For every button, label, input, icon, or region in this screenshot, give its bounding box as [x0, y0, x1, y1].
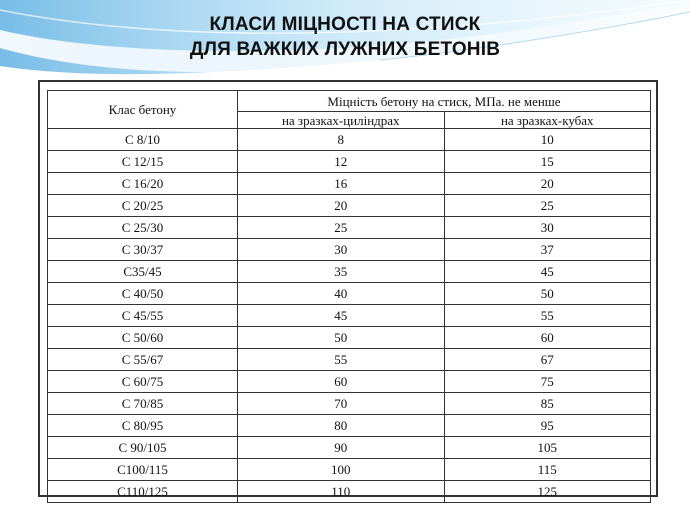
table-row: [48, 459, 651, 481]
cell-cube-strength: 95: [444, 415, 651, 437]
table-row: [48, 393, 651, 415]
table-row: [48, 481, 651, 503]
table-header-row: [48, 91, 651, 112]
cell-cylinder-strength: 60: [238, 371, 445, 393]
cell-cylinder-strength: 35: [238, 261, 445, 283]
table-row: [48, 151, 651, 173]
table-row: [48, 437, 651, 459]
cell-cylinder-strength: 12: [238, 151, 445, 173]
cell-cube-strength: 125: [444, 481, 651, 503]
slide-title: [0, 12, 690, 62]
cell-concrete-class: С 70/85: [48, 393, 238, 415]
cell-concrete-class: С 45/55: [48, 305, 238, 327]
cell-cylinder-strength: 8: [238, 129, 445, 151]
header-cube-samples: на зразках-кубах: [444, 112, 651, 129]
cell-cylinder-strength: 20: [238, 195, 445, 217]
table-row: [48, 305, 651, 327]
cell-cube-strength: 60: [444, 327, 651, 349]
header-cylinder-samples: на зразках-циліндрах: [238, 112, 445, 129]
cell-cube-strength: 30: [444, 217, 651, 239]
slide-title-line-1: КЛАСИ МІЦНОСТІ НА СТИСК: [209, 14, 481, 35]
cell-concrete-class: С35/45: [48, 261, 238, 283]
cell-cylinder-strength: 30: [238, 239, 445, 261]
table-row: [48, 129, 651, 151]
cell-cube-strength: 55: [444, 305, 651, 327]
cell-cube-strength: 85: [444, 393, 651, 415]
concrete-strength-table: [47, 90, 651, 503]
cell-cube-strength: 10: [444, 129, 651, 151]
table-row: [48, 283, 651, 305]
cell-cylinder-strength: 55: [238, 349, 445, 371]
cell-concrete-class: С110/125: [48, 481, 238, 503]
cell-concrete-class: С 8/10: [48, 129, 238, 151]
table-row: [48, 195, 651, 217]
cell-concrete-class: С 50/60: [48, 327, 238, 349]
table-row: [48, 261, 651, 283]
cell-concrete-class: С 40/50: [48, 283, 238, 305]
cell-cube-strength: 45: [444, 261, 651, 283]
cell-cube-strength: 15: [444, 151, 651, 173]
cell-cylinder-strength: 80: [238, 415, 445, 437]
cell-cylinder-strength: 25: [238, 217, 445, 239]
table-row: [48, 239, 651, 261]
cell-cube-strength: 20: [444, 173, 651, 195]
table-row: [48, 327, 651, 349]
cell-cylinder-strength: 45: [238, 305, 445, 327]
cell-cube-strength: 67: [444, 349, 651, 371]
table-row: [48, 371, 651, 393]
cell-concrete-class: С 55/67: [48, 349, 238, 371]
cell-concrete-class: С 30/37: [48, 239, 238, 261]
cell-cube-strength: 50: [444, 283, 651, 305]
cell-cylinder-strength: 16: [238, 173, 445, 195]
table-row: [48, 349, 651, 371]
table-row: [48, 173, 651, 195]
header-compressive-strength: Міцність бетону на стиск, МПа. не менше: [238, 91, 651, 112]
cell-cylinder-strength: 100: [238, 459, 445, 481]
cell-concrete-class: С100/115: [48, 459, 238, 481]
cell-cube-strength: 25: [444, 195, 651, 217]
cell-cube-strength: 105: [444, 437, 651, 459]
cell-concrete-class: С 25/30: [48, 217, 238, 239]
header-concrete-class: Клас бетону: [48, 91, 238, 129]
table-frame: [38, 80, 658, 497]
table-row: [48, 415, 651, 437]
cell-concrete-class: С 12/15: [48, 151, 238, 173]
cell-concrete-class: С 60/75: [48, 371, 238, 393]
cell-cylinder-strength: 40: [238, 283, 445, 305]
cell-cylinder-strength: 110: [238, 481, 445, 503]
cell-cube-strength: 75: [444, 371, 651, 393]
cell-cylinder-strength: 50: [238, 327, 445, 349]
cell-cube-strength: 115: [444, 459, 651, 481]
cell-concrete-class: С 90/105: [48, 437, 238, 459]
cell-cylinder-strength: 90: [238, 437, 445, 459]
table-row: [48, 217, 651, 239]
cell-cube-strength: 37: [444, 239, 651, 261]
cell-concrete-class: С 20/25: [48, 195, 238, 217]
cell-concrete-class: С 80/95: [48, 415, 238, 437]
cell-concrete-class: С 16/20: [48, 173, 238, 195]
slide-title-line-2: ДЛЯ ВАЖКИХ ЛУЖНИХ БЕТОНІВ: [189, 39, 501, 60]
cell-cylinder-strength: 70: [238, 393, 445, 415]
